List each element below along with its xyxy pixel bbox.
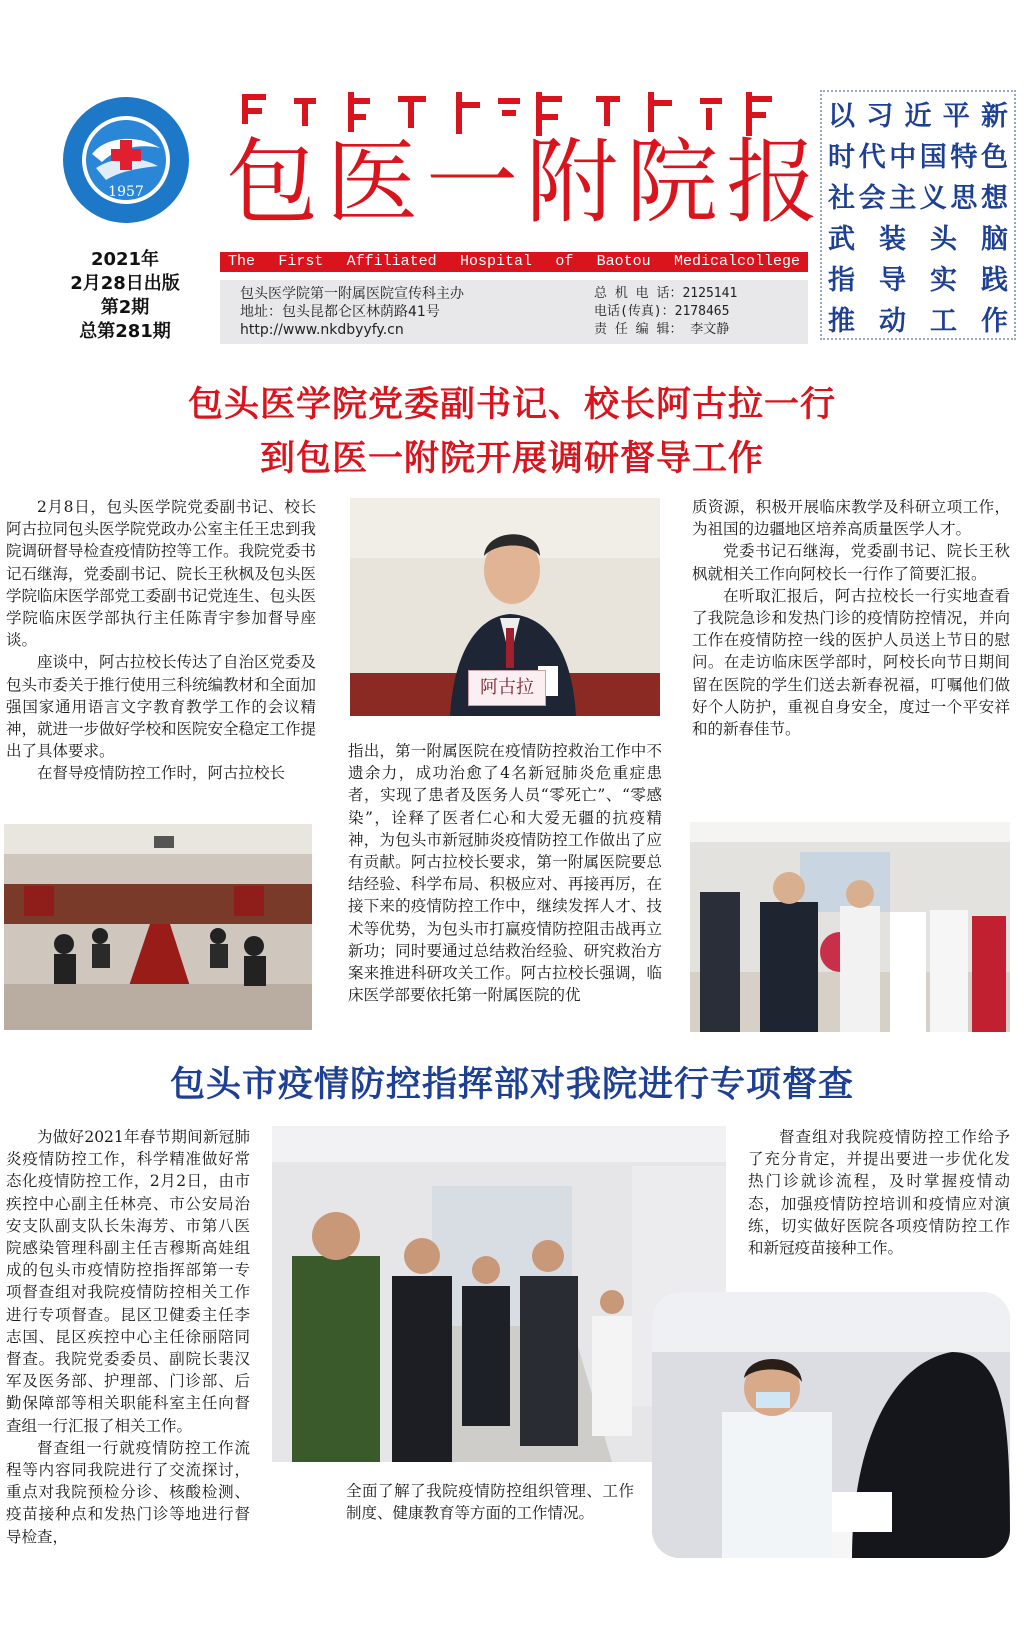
photo-vaccination-check: [652, 1292, 1010, 1558]
article2-column3: [748, 1126, 1010, 1259]
issue-total: 总第281期: [79, 321, 171, 342]
paragraph: 督查组一行就疫情防控工作流程等内容同我院进行了交流探讨，重点对我院预检分诊、核酸检测、疫苗接种点和发热门诊等地进行督导检查，: [6, 1438, 250, 1546]
photo-meeting-room: [4, 824, 312, 1030]
article2-column2: [346, 1480, 634, 1524]
article2-column1: [6, 1126, 250, 1548]
slogan-line: 以习近平新: [828, 101, 1008, 132]
editor: 责 任 编 辑： 李文静: [594, 322, 730, 337]
svg-text:1957: 1957: [108, 184, 144, 200]
website-link[interactable]: http://www.nkdbyyfy.cn: [240, 322, 404, 338]
english-title-bar: [220, 252, 808, 272]
address: 地址：包头昆都仑区林荫路41号: [240, 304, 440, 320]
slogan-line: 武 装 头 脑: [828, 224, 1008, 255]
article1-column2: [348, 740, 662, 1006]
paragraph: 在督导疫情防控工作时，阿古拉校长: [37, 764, 286, 783]
title-en-word: Affiliated: [346, 253, 437, 270]
slogan-line: 推 动 工 作: [828, 306, 1008, 337]
article2-headline: 包头市疫情防控指挥部对我院进行专项督查: [169, 1065, 854, 1105]
paragraph: 指出，第一附属医院在疫情防控救治工作中不遗余力，成功治愈了4名新冠肺炎危重症患者，实现了患者及医务人员“零死亡”、“零感染”，诠释了医者仁心和大爱无疆的抗疫精神，为包头市新冠肺炎疫情防控工作做出了应有贡献。阿古拉校长要求，第一附属医院要总结经验、科学布局、积极应对、再接再厉，在接下来的疫情防控工作中，继续发挥人才、技术等优势，为包头市打赢疫情防控阻击战再立新功；同时要通过总结救治经验、研究救治方案来推进科研攻关工作。阿古拉校长强调，临床医学部要依托第一附属医院的优: [348, 742, 662, 1005]
paragraph: 党委书记石继海，党委副书记、院长王秋枫就相关工作向阿校长一行作了简要汇报。: [692, 542, 1010, 583]
newspaper-title: 包医一附院报: [226, 129, 827, 236]
publisher-info: [240, 285, 540, 339]
title-en-word: The: [228, 253, 256, 270]
title-en-word: of: [555, 253, 574, 270]
photo-president-portrait: [350, 498, 660, 716]
paragraph: 质资源，积极开展临床教学及科研立项工作，为祖国的边疆地区培养高质量医学人才。: [692, 498, 1010, 539]
issue-number: 第2期: [100, 297, 150, 318]
phone: 总 机 电 话：2125141: [594, 286, 738, 301]
issue-info: [40, 248, 210, 344]
slogan-box: [820, 90, 1016, 340]
paragraph: 督查组对我院疫情防控工作给予了充分肯定，并提出要进一步优化发热门诊就诊流程，及时掌握疫情动态，加强疫情防控培训和疫情应对演练，切实做好医院各项疫情防控工作和新冠疫苗接种工作。: [748, 1128, 1010, 1258]
article1-headline: [30, 378, 994, 486]
title-en-word: First: [278, 253, 324, 270]
paragraph: 全面了解了我院疫情防控组织管理、工作制度、健康教育等方面的工作情况。: [346, 1482, 634, 1523]
title-en-word: Medicalcollege: [673, 253, 800, 270]
article1-column3: [692, 496, 1010, 740]
title-en-word: Baotou: [596, 253, 651, 270]
article1-headline-line1: 包头医学院党委副书记、校长阿古拉一行: [187, 385, 836, 425]
hospital-logo: [62, 96, 190, 224]
issue-year: 2021年: [90, 249, 160, 270]
nameplate: 阿古拉: [468, 670, 546, 706]
slogan-line: 指 导 实 践: [828, 265, 1008, 296]
issue-date: 2月28日出版: [70, 273, 180, 294]
article1-headline-line2: 到包医一附院开展调研督导工作: [259, 439, 764, 479]
paragraph: 为做好2021年春节期间新冠肺炎疫情防控工作，科学精准做好常态化疫情防控工作，2月2日，由市疾控中心副主任林亮、市公安局治安支队副支队长朱海芳、市第八医院感染管理科副主任吉穆斯高娃组成的包头市疫情防控指挥部第一专项督查组对我院疫情防控相关工作进行专项督查。昆区卫健委主任李志国、昆区疾控中心主任徐丽陪同督查。我院党委委员、副院长裴汉军及医务部、护理部、门诊部、后勤保障部等相关职能科室主任向督查组一行汇报了相关工作。: [6, 1128, 250, 1435]
article1-column1: [6, 496, 316, 785]
paragraph: 在听取汇报后，阿古拉校长一行实地查看了我院急诊和发热门诊的疫情防控情况，并向工作在疫情防控一线的医护人员送上节日的慰问。在走访临床医学部时，阿校长向节日期间留在医院的学生们送去新春祝福，叮嘱他们做好个人防护，重视自身安全，度过一个平安祥和的新春佳节。: [692, 586, 1010, 739]
paragraph: 2月8日，包头医学院党委副书记、校长阿古拉同包头医学院党政办公室主任王忠到我院调研督导检查疫情防控等工作。我院党委书记石继海，党委副书记、院长王秋枫及包头医学院临床医学部党工委副书记党连生、包头医学院临床医学部执行主任陈青宇参加督导座谈。: [6, 498, 317, 650]
photo-hospital-visit: [690, 822, 1010, 1032]
publisher: 包头医学院第一附属医院宣传科主办: [240, 286, 464, 302]
fax: 电话(传真)：2178465: [594, 304, 730, 319]
slogan-line: 社会主义思想: [828, 183, 1008, 214]
title-en-word: Hospital: [459, 253, 532, 270]
slogan-line: 时代中国特色: [828, 142, 1008, 173]
paragraph: 座谈中，阿古拉校长传达了自治区党委及包头市委关于推行使用三科统编教材和全面加强国家通用语言文字教育教学工作的会议精神，就进一步做好学校和医院安全稳定工作提出了具体要求。: [6, 653, 317, 761]
contact-info: [594, 285, 804, 339]
